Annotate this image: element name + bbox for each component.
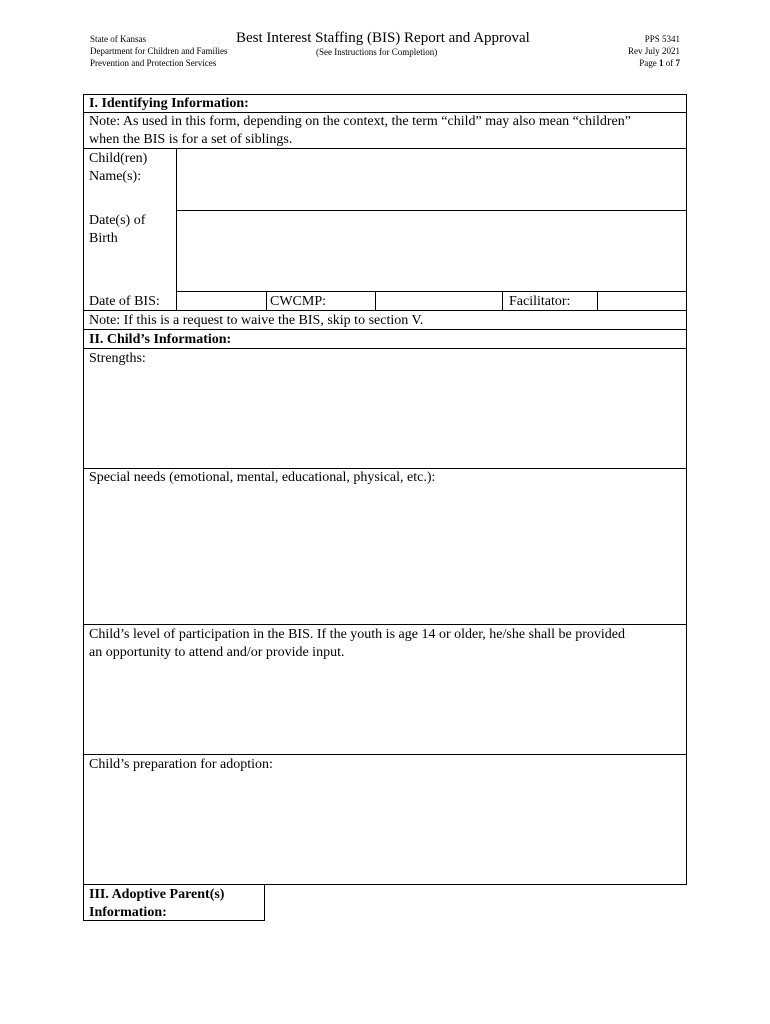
- divider: [176, 291, 177, 310]
- header-right-block: [628, 33, 680, 69]
- page-total: 7: [675, 58, 680, 68]
- divider: [83, 754, 687, 755]
- divider: [83, 329, 687, 330]
- cwcmp-field[interactable]: [377, 292, 499, 309]
- section1-note: Note: As used in this form, depending on the context, the term “child” may also mean “children” when the BIS is for a set of siblings.: [89, 114, 631, 147]
- divider: [266, 291, 267, 310]
- agency-department: Department for Children and Families: [90, 46, 228, 56]
- waive-note: Note: If this is a request to waive the BIS, skip to section V.: [89, 313, 424, 328]
- date-of-bis-label: Date of BIS:: [89, 294, 160, 309]
- special-needs-field[interactable]: [86, 490, 684, 622]
- strengths-label: Strengths:: [89, 351, 146, 366]
- divider: [176, 210, 687, 211]
- header-left-block: [90, 33, 227, 69]
- form-revision: Rev July 2021: [627, 46, 680, 56]
- divider: [83, 624, 687, 625]
- section2-heading: II. Child’s Information:: [89, 332, 232, 347]
- dob-field[interactable]: [180, 214, 680, 288]
- divider: [83, 310, 687, 311]
- facilitator-label: Facilitator:: [509, 294, 571, 309]
- facilitator-field[interactable]: [599, 292, 685, 309]
- strengths-field[interactable]: [86, 370, 684, 466]
- divider: [597, 291, 598, 310]
- form-title: Best Interest Staffing (BIS) Report and Approval: [236, 30, 530, 46]
- divider: [502, 291, 503, 310]
- special-needs-label: Special needs (emotional, mental, educational, physical, etc.):: [89, 470, 436, 485]
- divider: [375, 291, 376, 310]
- date-of-bis-field[interactable]: [178, 292, 264, 309]
- agency-division: Prevention and Protection Services: [90, 58, 217, 68]
- participation-label: Child’s level of participation in the BIS. If the youth is age 14 or older, he/she shall be provided an opportunity to attend and/or provide input.: [89, 627, 625, 660]
- children-names-label: Child(ren) Name(s):: [89, 151, 148, 184]
- form-number: PPS 5341: [644, 34, 680, 44]
- children-names-field[interactable]: [180, 152, 680, 206]
- page-indicator: Page 1 of 7: [639, 58, 680, 68]
- divider: [176, 148, 177, 292]
- divider: [83, 148, 687, 149]
- preparation-label: Child’s preparation for adoption:: [89, 757, 273, 772]
- dob-label: Date(s) of Birth: [89, 213, 146, 246]
- page-current: 1: [659, 58, 664, 68]
- form-subtitle: (See Instructions for Completion): [316, 47, 438, 57]
- divider: [83, 348, 687, 349]
- section3-heading: III. Adoptive Parent(s) Information:: [89, 887, 225, 920]
- participation-field[interactable]: [86, 665, 684, 751]
- preparation-field[interactable]: [86, 776, 684, 882]
- section1-heading: I. Identifying Information:: [89, 96, 249, 111]
- cwcmp-label: CWCMP:: [270, 294, 327, 309]
- agency-state: State of Kansas: [90, 34, 146, 44]
